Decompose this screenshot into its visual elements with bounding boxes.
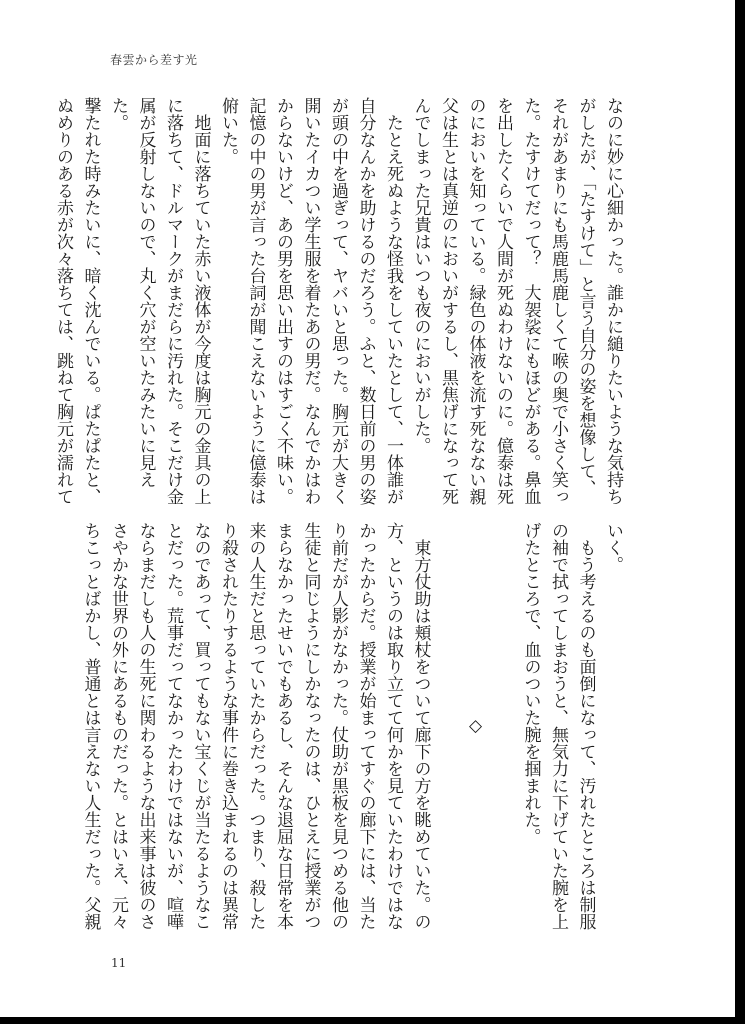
- text-line: いく。: [603, 522, 623, 573]
- text-line: なのに妙に心細かった。誰かに縋りたいような気持ち: [603, 97, 623, 505]
- text-line: が頭の中を過ぎって、ヤバいと思った。胸元が大きく: [328, 97, 348, 505]
- text-line: のにおいを知っている。緑色の体液を流す死なない親: [465, 97, 486, 505]
- blank-line: [489, 522, 517, 930]
- blank-line: [434, 522, 462, 930]
- text-line: なのであって、買ってもない宝くじが当たるようなこ: [190, 522, 211, 930]
- text-line: 撃たれた時みたいに、暗く沈んでいる。ぱたぱたと、: [80, 97, 101, 505]
- text-line: 自分なんかを助けるのだろう。ふと、数日前の男の姿: [355, 97, 376, 505]
- text-line: た。たすけてだって？ 大袈裟にもほどがある。鼻血: [520, 97, 541, 505]
- text-line: 俯いた。: [218, 97, 238, 165]
- section-break-diamond: ◇: [465, 716, 486, 736]
- text-line: それがあまりにも馬鹿馬鹿しくて喉の奥で小さく笑っ: [548, 97, 568, 505]
- text-block-bottom: [80, 522, 626, 930]
- text-line: 記憶の中の男が言った台詞が聞こえないように億泰は: [245, 97, 266, 505]
- text-line: からないけど、あの男を思い出すのはすごく不味い。: [273, 97, 293, 505]
- text-line: 東方仗助は頬杖をついて廊下の方を眺めていた。の: [410, 539, 431, 930]
- text-line: もう考えるのも面倒になって、汚れたところは制服: [575, 539, 596, 930]
- running-head: 春雲から差す光: [110, 53, 198, 67]
- text-line: 開いたイカつい学生服を着たあの男だ。なんでかはわ: [300, 97, 321, 505]
- text-line: ちこっとばかし、普通とは言えない人生だった。父親: [80, 522, 101, 930]
- text-line: 地面に落ちていた赤い液体が今度は胸元の金具の上: [190, 114, 211, 505]
- text-line: ぬめりのある赤が次々落ちては、跳ねて胸元が濡れて: [53, 97, 73, 505]
- text-line: がしたが、「たすけて」と言う自分の姿を想像して、: [575, 97, 596, 497]
- text-line: とだった。荒事だってなかったわけではないが、喧嘩: [163, 522, 183, 930]
- text-line: り前だが人影がなかった。仗助が黒板を見つめる他の: [328, 522, 348, 930]
- text-line: かったからだ。授業が始まってすぐの廊下には、当た: [355, 522, 376, 930]
- text-line: さやかな世界の外にあるものだった。とはいえ、元々: [108, 522, 128, 930]
- text-line: の袖で拭ってしまおうと、無気力に下げていた腕を上: [548, 522, 568, 930]
- text-block-top: [53, 97, 626, 505]
- text-line: 来の人生だと思っていたからだった。つまり、殺した: [245, 522, 266, 930]
- text-line: 生徒と同じようにしかなったのは、ひとえに授業がつ: [300, 522, 321, 930]
- text-line: たとえ死ぬような怪我をしていたとして、一体誰が: [383, 114, 403, 505]
- text-line: ならまだしも人の生死に関わるような出来事は彼のさ: [135, 522, 156, 930]
- text-line: を出したくらいで人間が死ぬわけないのに。億泰は死: [493, 97, 513, 505]
- text-line: 父は生とは真逆のにおいがするし、黒焦げになって死: [438, 97, 458, 505]
- text-line: 方、というのは取り立てて何かを見ていたわけではな: [383, 522, 403, 930]
- text-line: まらなかったせいでもあるし、そんな退屈な日常を本: [273, 522, 293, 930]
- text-line: に落ちて、ドルマークがまだらに汚れた。そこだけ金: [163, 97, 183, 505]
- text-line: り殺されたりするような事件に巻き込まれるのは異常: [218, 522, 238, 930]
- text-line: げたところで、血のついた腕を掴まれた。: [520, 522, 541, 845]
- text-line: 属が反射しないので、丸く穴が空いたみたいに見えた。: [108, 97, 156, 488]
- page-number: 11: [111, 956, 127, 970]
- text-line: んでしまった兄貴はいつも夜のにおいがした。: [410, 97, 431, 454]
